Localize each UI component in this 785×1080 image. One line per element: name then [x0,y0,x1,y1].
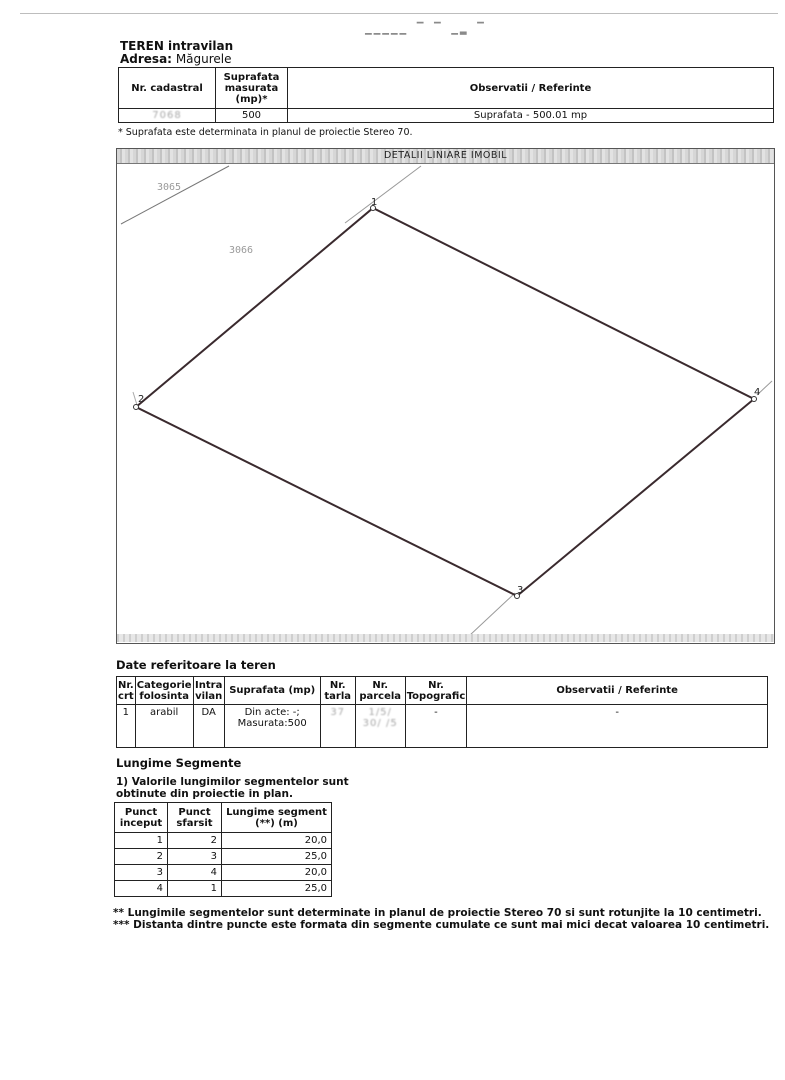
footnote-rounding: ** Lungimile segmentelor sunt determinate in planul de proiectie Stereo 70 si sunt rotunjite la 10 centimetri. [113,907,762,919]
cell-tarla: 37 [320,705,355,748]
neighbor-boundary-line [469,593,515,636]
suprafata-masurata: Masurata:500 [237,718,307,729]
col-nr-cadastral: Nr. cadastral [119,68,216,109]
col-punct-sfarsit: Punct sfarsit [168,803,222,833]
land-data-table [116,676,768,748]
suprafata-acte: Din acte: -; [244,707,300,718]
plan-drawing [117,149,774,643]
address-label: Adresa: [120,52,172,66]
cell-suprafata: 500 [216,109,288,123]
address-line [120,52,232,66]
parcela-line-1: 1/5/ [368,707,392,718]
segments-title: Lungime Segmente [116,756,242,770]
cell-end: 1 [168,881,222,897]
col-parcela: Nr. parcela [355,677,405,705]
vertex-2-label: 2 [138,394,145,405]
cell-end: 3 [168,849,222,865]
faint-parcel-label: 3066 [229,245,254,256]
land-data-title: Date referitoare la teren [116,658,276,672]
address-value: Măgurele [175,52,232,66]
col-punct-inceput: Punct inceput [115,803,168,833]
cell-intravilan: DA [193,705,224,748]
table-row [115,865,332,881]
plan-panel [116,148,775,644]
cell-start: 2 [115,849,168,865]
scan-header-marks: ▁▁▁▁▁ ▔ ▔ ▁▂ ▔ [365,22,486,35]
cell-length: 20,0 [222,865,332,881]
cell-parcela [355,705,405,748]
segments-subtitle: 1) Valorile lungimilor segmentelor sunt obtinute din proiectie in plan. [116,776,349,800]
table-row [119,109,774,123]
col-suprafata: Suprafata (mp) [224,677,320,705]
col-observatii: Observatii / Referinte [288,68,774,109]
surface-note: * Suprafata este determinata in planul de proiectie Stereo 70. [118,127,413,138]
neighbor-boundary-line [345,166,421,223]
col-categorie: Categorie folosinta [135,677,193,705]
neighbor-boundary-line [121,166,229,224]
col-lungime: Lungime segment (**) (m) [222,803,332,833]
cell-end: 2 [168,833,222,849]
col-topografic: Nr. Topografic [405,677,467,705]
vertex-2-marker [134,405,139,410]
cell-nr-crt: 1 [117,705,136,748]
table-row [117,705,768,748]
vertex-3-label: 3 [517,585,524,596]
cell-start: 1 [115,833,168,849]
col-observatii: Observatii / Referinte [467,677,768,705]
vertex-4-label: 4 [754,387,761,398]
cell-start: 4 [115,881,168,897]
cell-length: 25,0 [222,881,332,897]
segments-header [115,803,332,833]
col-tarla: Nr. tarla [320,677,355,705]
col-nr-crt: Nr. crt [117,677,136,705]
cell-end: 4 [168,865,222,881]
cell-length: 20,0 [222,833,332,849]
col-intravilan: Intra vilan [193,677,224,705]
cell-observatii: Suprafata - 500.01 mp [288,109,774,123]
table-row [115,833,332,849]
cell-length: 25,0 [222,849,332,865]
table-row [115,881,332,897]
col-suprafata: Suprafata masurata (mp)* [216,68,288,109]
segments-table [114,802,332,897]
parcel-table-header [119,68,774,109]
cell-categorie: arabil [135,705,193,748]
cell-start: 3 [115,865,168,881]
plan-bottom-bar [117,634,774,642]
parcel-outline [136,208,754,596]
document-title: TEREN intravilan [120,39,234,53]
vertex-1-label: 1 [371,197,378,208]
parcel-table [118,67,774,123]
parcela-line-2: 30/ /5 [362,718,398,729]
neighbor-boundary-line [133,392,137,405]
cell-topografic: - [405,705,467,748]
land-data-header [117,677,768,705]
table-row [115,849,332,865]
cell-observatii: - [467,705,768,748]
cell-nr-cadastral: 7068 [119,109,216,123]
cell-suprafata [224,705,320,748]
faint-parcel-label: 3065 [157,182,182,193]
scan-top-line [20,13,778,14]
plan-title: DETALII LINIARE IMOBIL [383,150,507,161]
footnote-distance: *** Distanta dintre puncte este formata din segmente cumulate ce sunt mai mici decat valoarea 10 centimetri. [113,919,770,931]
